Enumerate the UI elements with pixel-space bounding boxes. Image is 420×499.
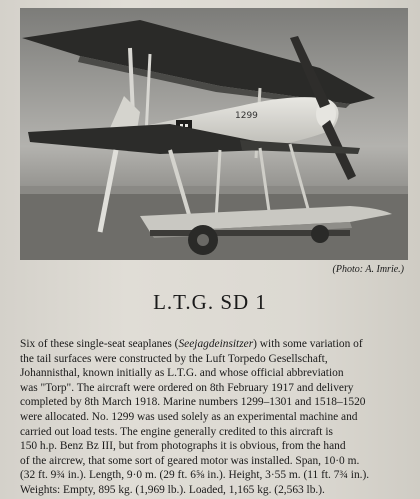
text-line: completed by 8th March 1918. Marine numbers 1299–1301 and 1518–1520 [20, 396, 366, 409]
text-line: Weights: Empty, 895 kg. (1,969 lb.). Loaded, 1,165 kg. (2,563 lb.). [20, 483, 325, 496]
seaplane-photo [20, 8, 408, 260]
text-line: 150 h.p. Benz Bz III, but from photographs it is obvious, from the hand [20, 440, 346, 453]
text-line: Six of these single-seat seaplanes (Seejagdeinsitzer) with some variation of [20, 338, 363, 350]
text-line: Johannisthal, known initially as L.T.G. and whose official abbreviation [20, 367, 344, 380]
text-line: the tail surfaces were constructed by the Luft Torpedo Gesellschaft, [20, 352, 328, 365]
text-line: of the aircrew, that some sort of geared motor was installed. Span, 10·0 m. [20, 454, 360, 467]
text-line: carried out load tests. The engine generally credited to this aircraft is [20, 425, 333, 438]
marking-number: 1299 [235, 111, 258, 121]
text-line: (32 ft. 9¾ in.). Length, 9·0 m. (29 ft. 6⅝ in.). Height, 3·55 m. (11 ft. 7¾ in.). [20, 469, 370, 482]
section-title: L.T.G. SD 1 [153, 290, 267, 314]
text-line: were allocated. No. 1299 was used solely as an experimental machine and [20, 410, 358, 423]
text-line: was "Torp". The aircraft were ordered on 8th February 1917 and delivery [20, 381, 354, 394]
photo-credit: (Photo: A. Imrie.) [332, 264, 404, 275]
description-text [20, 337, 412, 498]
